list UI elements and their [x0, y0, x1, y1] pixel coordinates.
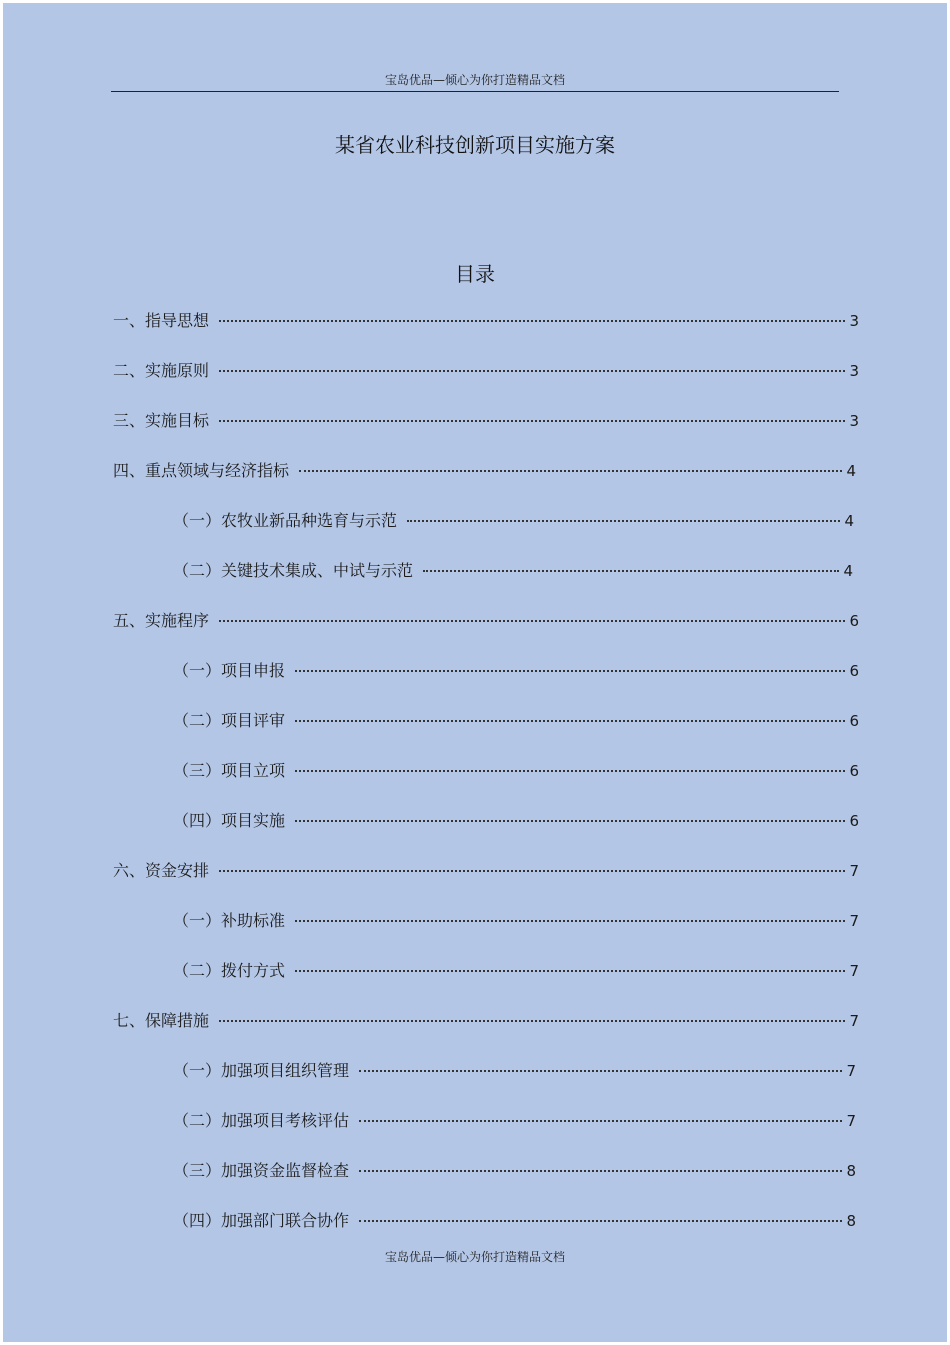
toc-dot-leader: [359, 1170, 842, 1172]
toc-entry-page-number: 3: [849, 362, 859, 380]
toc-entry[interactable]: [113, 409, 859, 433]
toc-entry-label: （三）加强资金监督检查: [173, 1161, 350, 1180]
toc-entry-label: 四、重点领域与经济指标: [113, 461, 290, 480]
toc-entry-page-number: 4: [846, 462, 856, 480]
toc-entry-page-number: 7: [846, 1062, 856, 1080]
toc-entry-label: （二）关键技术集成、中试与示范: [173, 561, 414, 580]
toc-entry-label: （二）拨付方式: [173, 961, 286, 980]
toc-entry[interactable]: [113, 859, 859, 883]
toc-entry-label: （一）补助标准: [173, 911, 286, 930]
toc-entry[interactable]: [113, 609, 859, 633]
toc-entry[interactable]: [173, 959, 859, 983]
toc-dot-leader: [219, 320, 845, 322]
toc-entry[interactable]: [173, 759, 859, 783]
toc-entry-label: 一、指导思想: [113, 311, 210, 330]
toc-entry-label: 六、资金安排: [113, 861, 210, 880]
toc-entry-page-number: 8: [846, 1162, 856, 1180]
toc-dot-leader: [359, 1220, 842, 1222]
toc-entry[interactable]: [173, 1159, 856, 1183]
toc-entry[interactable]: [173, 1109, 856, 1133]
toc-entry[interactable]: [173, 1209, 856, 1233]
toc-dot-leader: [295, 670, 845, 672]
page-footer: 宝岛优品—倾心为你打造精品文档: [384, 1250, 565, 1264]
toc-entry-label: 二、实施原则: [113, 361, 210, 380]
toc-entry-page-number: 7: [849, 962, 859, 980]
toc-entry-page-number: 6: [849, 662, 859, 680]
toc-entry-label: 七、保障措施: [113, 1011, 210, 1030]
toc-entry-label: （二）加强项目考核评估: [173, 1111, 350, 1130]
toc-dot-leader: [219, 420, 845, 422]
toc-entry-label: （一）农牧业新品种选育与示范: [173, 511, 398, 530]
toc-entry-label: （三）项目立项: [173, 761, 286, 780]
toc-entry-page-number: 6: [849, 812, 859, 830]
toc-entry-page-number: 8: [846, 1212, 856, 1230]
toc-entry-label: （四）项目实施: [173, 811, 286, 830]
toc-dot-leader: [295, 820, 845, 822]
toc-entry[interactable]: [113, 459, 856, 483]
toc-entry-page-number: 7: [849, 912, 859, 930]
toc-entry-label: 三、实施目标: [113, 411, 210, 430]
toc-dot-leader: [423, 570, 839, 572]
table-of-contents: [3, 3, 947, 1342]
toc-entry[interactable]: [173, 559, 853, 583]
toc-entry-page-number: 6: [849, 612, 859, 630]
toc-dot-leader: [407, 520, 840, 522]
toc-dot-leader: [295, 920, 845, 922]
toc-entry[interactable]: [113, 359, 859, 383]
toc-entry-page-number: 7: [846, 1112, 856, 1130]
toc-dot-leader: [299, 470, 842, 472]
toc-entry-page-number: 7: [849, 862, 859, 880]
toc-dot-leader: [219, 870, 845, 872]
toc-dot-leader: [295, 770, 845, 772]
toc-dot-leader: [219, 620, 845, 622]
toc-entry[interactable]: [173, 809, 859, 833]
toc-entry-label: （四）加强部门联合协作: [173, 1211, 350, 1230]
toc-dot-leader: [295, 970, 845, 972]
toc-entry[interactable]: [173, 659, 859, 683]
toc-entry-page-number: 6: [849, 762, 859, 780]
toc-entry[interactable]: [113, 309, 859, 333]
toc-entry[interactable]: [173, 509, 854, 533]
toc-entry-label: （二）项目评审: [173, 711, 286, 730]
toc-entry-label: （一）加强项目组织管理: [173, 1061, 350, 1080]
toc-entry[interactable]: [113, 1009, 859, 1033]
document-title: 某省农业科技创新项目实施方案: [335, 133, 615, 157]
document-page: [3, 3, 947, 1342]
toc-entry[interactable]: [173, 909, 859, 933]
toc-dot-leader: [295, 720, 845, 722]
toc-dot-leader: [219, 370, 845, 372]
toc-dot-leader: [219, 1020, 845, 1022]
toc-dot-leader: [359, 1070, 842, 1072]
toc-entry-page-number: 3: [849, 412, 859, 430]
toc-entry[interactable]: [173, 1059, 856, 1083]
toc-dot-leader: [359, 1120, 842, 1122]
toc-entry-page-number: 4: [844, 512, 854, 530]
toc-entry-page-number: 3: [849, 312, 859, 330]
toc-title: 目录: [455, 262, 495, 286]
toc-entry-page-number: 4: [843, 562, 853, 580]
toc-entry-label: （一）项目申报: [173, 661, 286, 680]
toc-entry-page-number: 6: [849, 712, 859, 730]
toc-entry-label: 五、实施程序: [113, 611, 210, 630]
toc-entry-page-number: 7: [849, 1012, 859, 1030]
toc-entry[interactable]: [173, 709, 859, 733]
page-header: 宝岛优品—倾心为你打造精品文档: [384, 73, 565, 87]
